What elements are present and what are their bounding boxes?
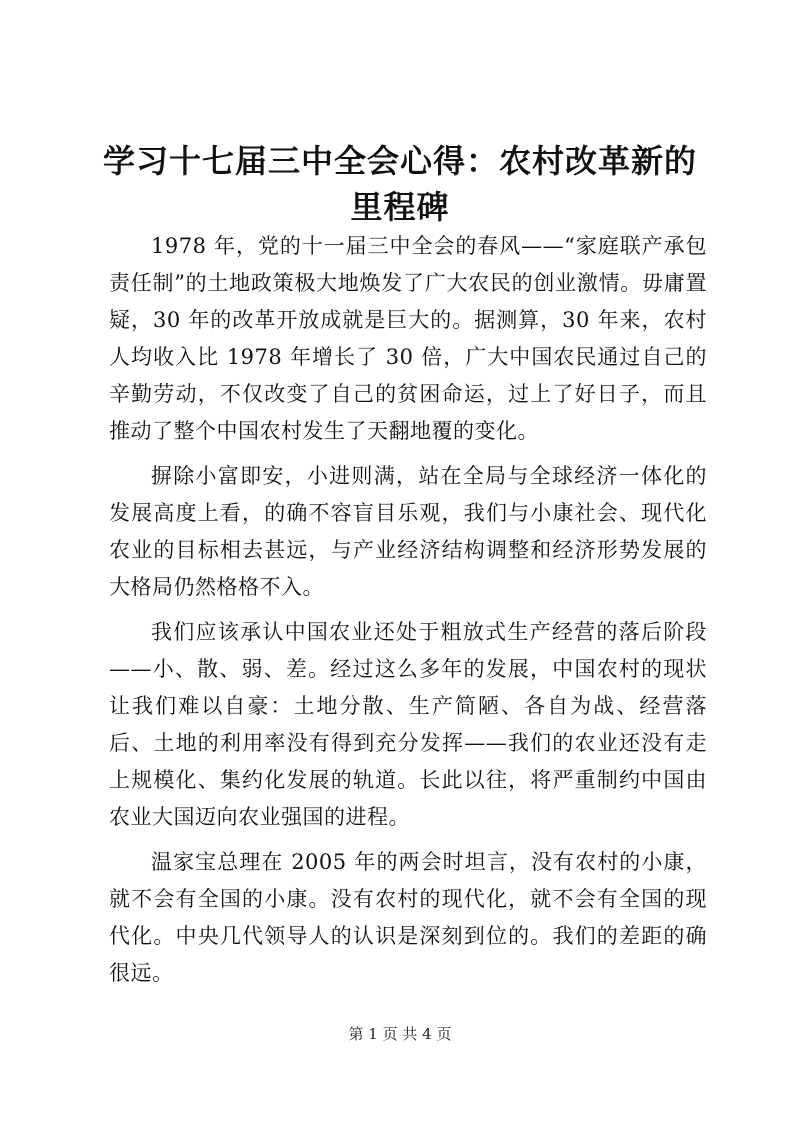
paragraph-2: 摒除小富即安，小进则满，站在全局与全球经济一体化的发展高度上看，的确不容盲目乐观，我们与小康社会、现代化农业的目标相去甚远，与产业经济结构调整和经济形势发展的大格局仍然格格不入。 [109, 464, 707, 599]
paragraph-1: 1978 年，党的十一届三中全会的春风——“家庭联产承包责任制”的土地政策极大地焕发了广大农民的创业激情。毋庸置疑，30 年的改革开放成就是巨大的。据测算，30 年来，农村人均收入比 1978 年增长了 30 倍，广大中国农民通过自己的辛勤劳动，不仅改变了自己的贫困命运，过上了好日子，而且推动了整个中国农村发生了天翻地覆的变化。 [109, 234, 707, 443]
document-body [109, 228, 707, 1000]
page-footer: 第 1 页 共 4 页 [348, 1025, 452, 1043]
paragraph-4: 温家宝总理在 2005 年的两会时坦言，没有农村的小康，就不会有全国的小康。没有农村的现代化，就不会有全国的现代化。中央几代领导人的认识是深刻到位的。我们的差距的确很远。 [109, 850, 707, 985]
paragraph-3: 我们应该承认中国农业还处于粗放式生产经营的落后阶段——小、散、弱、差。经过这么多年的发展，中国农村的现状让我们难以自豪：土地分散、生产简陋、各自为战、经营落后、土地的利用率没有得到充分发挥——我们的农业还没有走上规模化、集约化发展的轨道。长此以往，将严重制约中国由农业大国迈向农业强国的进程。 [109, 620, 707, 829]
document-title: 学习十七届三中全会心得：农村改革新的里程碑 [102, 142, 697, 226]
